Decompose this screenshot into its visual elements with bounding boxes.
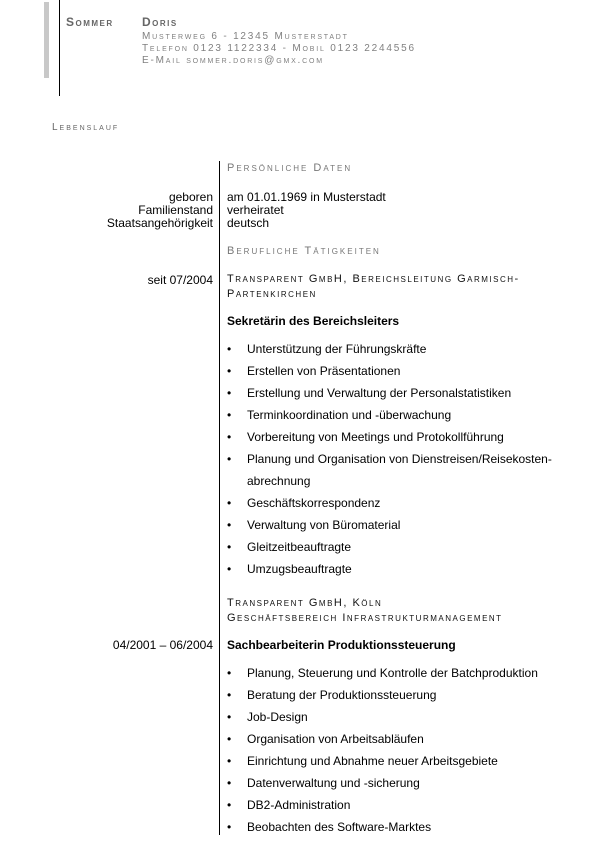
job-1-company-line-1: Transparent GmbH, Bereichsleitung Garmisch- bbox=[227, 273, 520, 285]
list-item: • Einrichtung und Abnahme neuer Arbeitsgebiete bbox=[227, 750, 538, 772]
list-item: • Umzugsbeauftragte bbox=[227, 558, 552, 580]
list-item: • Gleitzeitbeauftragte bbox=[227, 536, 552, 558]
list-item: • Job-Design bbox=[227, 706, 538, 728]
list-item: • Geschäftskorrespondenz bbox=[227, 492, 552, 514]
bullet-icon: • bbox=[227, 776, 232, 790]
bullet-icon: • bbox=[227, 452, 232, 466]
list-item: • Datenverwaltung und -sicherung bbox=[227, 772, 538, 794]
bullet-icon: • bbox=[227, 540, 232, 554]
list-item: • DB2-Administration bbox=[227, 794, 538, 816]
bullet-icon: • bbox=[227, 754, 232, 768]
list-item: • Erstellen von Präsentationen bbox=[227, 360, 552, 382]
job-2-company-line-2: Geschäftsbereich Infrastrukturmanagement bbox=[227, 612, 503, 624]
last-name: Sommer bbox=[66, 15, 114, 29]
job-2-role: Sachbearbeiterin Produktionssteuerung bbox=[227, 638, 456, 652]
job-2-task-list bbox=[227, 662, 538, 838]
bullet-icon: • bbox=[227, 496, 232, 510]
job-2-period: 04/2001 – 06/2004 bbox=[112, 638, 213, 652]
list-item: • Unterstützung der Führungskräfte bbox=[227, 338, 552, 360]
email-line: E-Mail sommer.doris@gmx.com bbox=[142, 55, 324, 66]
job-1-role: Sekretärin des Bereichsleiters bbox=[227, 314, 400, 328]
bullet-icon: • bbox=[227, 710, 232, 724]
section-title: Lebenslauf bbox=[52, 122, 120, 133]
bullet-icon: • bbox=[227, 518, 232, 532]
first-name: Doris bbox=[142, 15, 178, 29]
list-item: • Planung, Steuerung und Kontrolle der Batchproduktion bbox=[227, 662, 538, 684]
job-1-task-list bbox=[227, 338, 552, 580]
list-item-continuation: abrechnung bbox=[247, 474, 311, 488]
bullet-icon: • bbox=[227, 364, 232, 378]
bullet-icon: • bbox=[227, 666, 232, 680]
value-nationality: deutsch bbox=[227, 216, 270, 230]
personal-data-heading: Persönliche Daten bbox=[227, 162, 353, 174]
value-born: am 01.01.1969 in Musterstadt bbox=[227, 190, 386, 204]
list-item: • Vorbereitung von Meetings und Protokollführung bbox=[227, 426, 552, 448]
value-marital-status: verheiratet bbox=[227, 203, 284, 217]
bullet-icon: • bbox=[227, 562, 232, 576]
column-divider-line bbox=[219, 161, 220, 835]
career-heading: Berufliche Tätigkeiten bbox=[227, 245, 381, 257]
phone-line: Telefon 0123 1122334 - Mobil 0123 2244556 bbox=[142, 43, 416, 54]
job-1-company-line-2: Partenkirchen bbox=[227, 288, 317, 300]
bullet-icon: • bbox=[227, 386, 232, 400]
list-item: • Organisation von Arbeitsabläufen bbox=[227, 728, 538, 750]
address-line: Musterweg 6 - 12345 Musterstadt bbox=[142, 31, 349, 42]
header-divider-line bbox=[59, 0, 60, 96]
job-1-period: seit 07/2004 bbox=[147, 273, 213, 287]
label-nationality: Staatsangehörigkeit bbox=[106, 216, 213, 230]
applicant-name bbox=[66, 15, 178, 29]
job-2-company-line-1: Transparent GmbH, Köln bbox=[227, 597, 383, 609]
bullet-icon: • bbox=[227, 732, 232, 746]
list-item: • Erstellung und Verwaltung der Personalstatistiken bbox=[227, 382, 552, 404]
bullet-icon: • bbox=[227, 342, 232, 356]
bullet-icon: • bbox=[227, 430, 232, 444]
label-marital-status: Familienstand bbox=[138, 203, 213, 217]
list-item: • Planung und Organisation von Dienstreisen/Reisekosten- bbox=[227, 448, 552, 470]
header-accent-bar bbox=[44, 2, 49, 78]
list-item: • Terminkoordination und -überwachung bbox=[227, 404, 552, 426]
bullet-icon: • bbox=[227, 408, 232, 422]
bullet-icon: • bbox=[227, 820, 232, 834]
label-born: geboren bbox=[168, 190, 213, 204]
list-item: • Verwaltung von Büromaterial bbox=[227, 514, 552, 536]
list-item: • Beobachten des Software-Marktes bbox=[227, 816, 538, 838]
bullet-icon: • bbox=[227, 798, 232, 812]
bullet-icon: • bbox=[227, 688, 232, 702]
list-item: • Beratung der Produktionssteuerung bbox=[227, 684, 538, 706]
